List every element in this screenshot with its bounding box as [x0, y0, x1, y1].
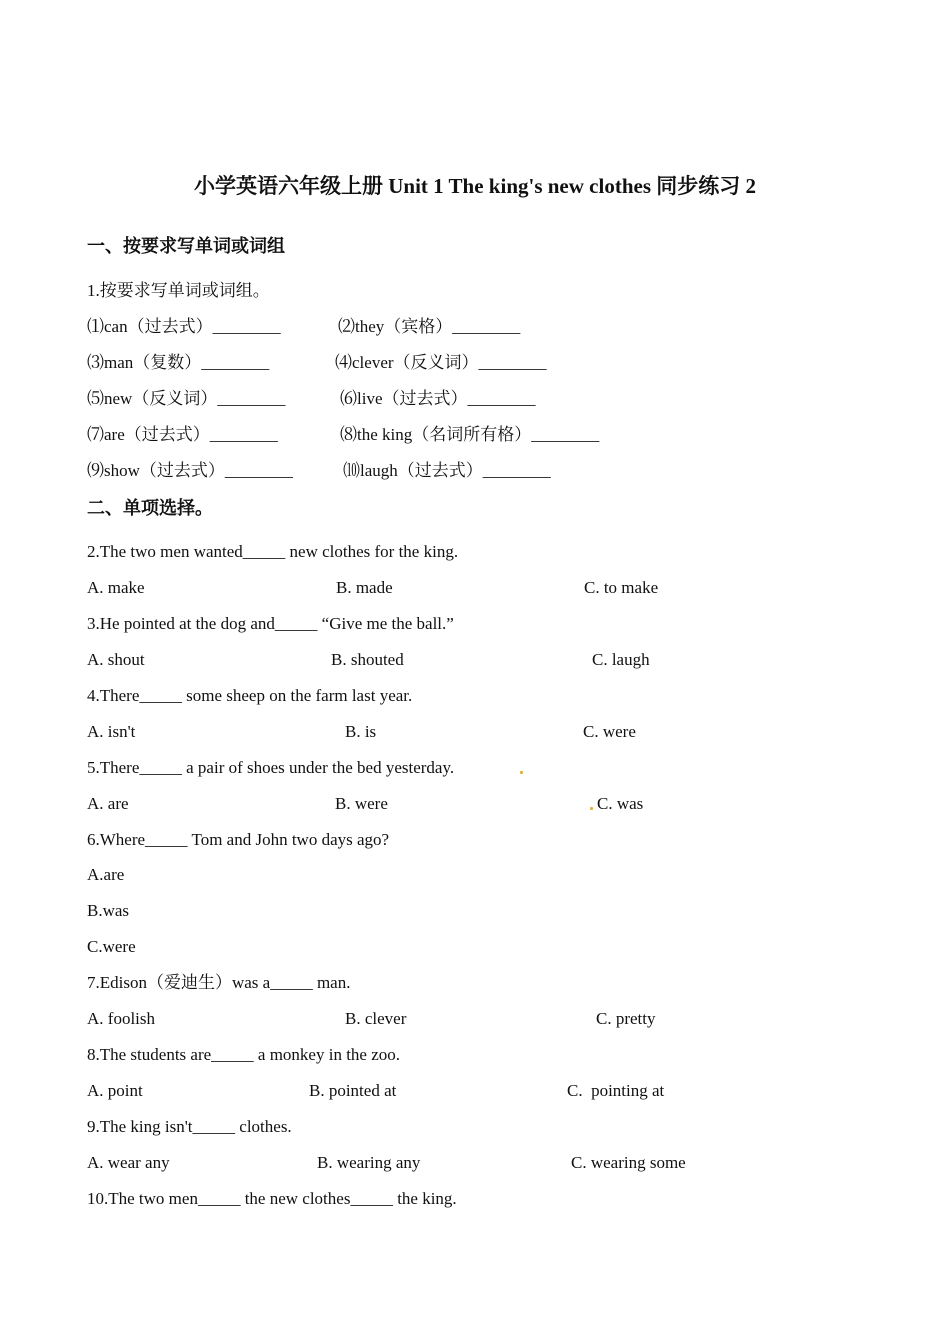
word-item-9: ⑼show（过去式）________	[87, 461, 293, 480]
q5-option-c: C. was	[597, 794, 644, 813]
q9-option-b: B. wearing any	[317, 1153, 421, 1172]
q8-option-c: C. pointing at	[567, 1081, 665, 1100]
word-item-5: ⑸new（反义词）________	[87, 389, 286, 408]
section-heading-2: 二、单项选择。	[87, 498, 213, 518]
q8-option-b: B. pointed at	[309, 1081, 397, 1100]
q6-option-b: B.was	[87, 901, 130, 920]
question-stem-10: 10.The two men_____ the new clothes_____ the king.	[87, 1189, 457, 1208]
q2-option-b: B. made	[336, 578, 393, 597]
question-stem-3: 3.He pointed at the dog and_____ “Give me the ball.”	[87, 614, 454, 633]
question-stem-8: 8.The students are_____ a monkey in the zoo.	[87, 1045, 401, 1064]
question-stem-7: 7.Edison（爱迪生）was a_____ man.	[87, 973, 351, 992]
question-stem-5: 5.There_____ a pair of shoes under the bed yesterday.	[87, 758, 455, 777]
word-item-2: ⑵they（宾格）________	[338, 317, 521, 336]
q6-option-c: C.were	[87, 937, 136, 956]
q2-option-c: C. to make	[584, 578, 659, 597]
q6-option-a: A.are	[87, 865, 125, 884]
question-1-prompt: 1.按要求写单词或词组。	[87, 281, 270, 300]
question-stem-2: 2.The two men wanted_____ new clothes for the king.	[87, 542, 459, 561]
q2-option-a: A. make	[87, 578, 145, 597]
word-item-1: ⑴can（过去式）________	[87, 317, 281, 336]
q5-option-a: A. are	[87, 794, 129, 813]
q8-option-a: A. point	[87, 1081, 143, 1100]
stray-dot	[520, 771, 523, 774]
q3-option-c: C. laugh	[592, 650, 650, 669]
question-stem-9: 9.The king isn't_____ clothes.	[87, 1117, 292, 1136]
page-title: 小学英语六年级上册 Unit 1 The king's new clothes 同步练习 2	[194, 174, 756, 198]
q7-option-c: C. pretty	[596, 1009, 656, 1028]
q9-option-c: C. wearing some	[571, 1153, 686, 1172]
question-stem-4: 4.There_____ some sheep on the farm last year.	[87, 686, 413, 705]
word-item-6: ⑹live（过去式）________	[340, 389, 536, 408]
q7-option-b: B. clever	[345, 1009, 407, 1028]
question-stem-6: 6.Where_____ Tom and John two days ago?	[87, 830, 390, 849]
word-item-8: ⑻the king（名词所有格）________	[340, 425, 600, 444]
q9-option-a: A. wear any	[87, 1153, 170, 1172]
section-heading-1: 一、按要求写单词或词组	[87, 236, 285, 256]
q3-option-b: B. shouted	[331, 650, 404, 669]
q4-option-a: A. isn't	[87, 722, 136, 741]
q4-option-b: B. is	[345, 722, 377, 741]
word-item-10: ⑽laugh（过去式）________	[343, 461, 551, 480]
word-item-3: ⑶man（复数）________	[87, 353, 270, 372]
q7-option-a: A. foolish	[87, 1009, 155, 1028]
stray-dot	[590, 807, 593, 810]
q3-option-a: A. shout	[87, 650, 145, 669]
q5-option-b: B. were	[335, 794, 388, 813]
word-item-4: ⑷clever（反义词）________	[335, 353, 547, 372]
word-item-7: ⑺are（过去式）________	[87, 425, 278, 444]
q4-option-c: C. were	[583, 722, 636, 741]
